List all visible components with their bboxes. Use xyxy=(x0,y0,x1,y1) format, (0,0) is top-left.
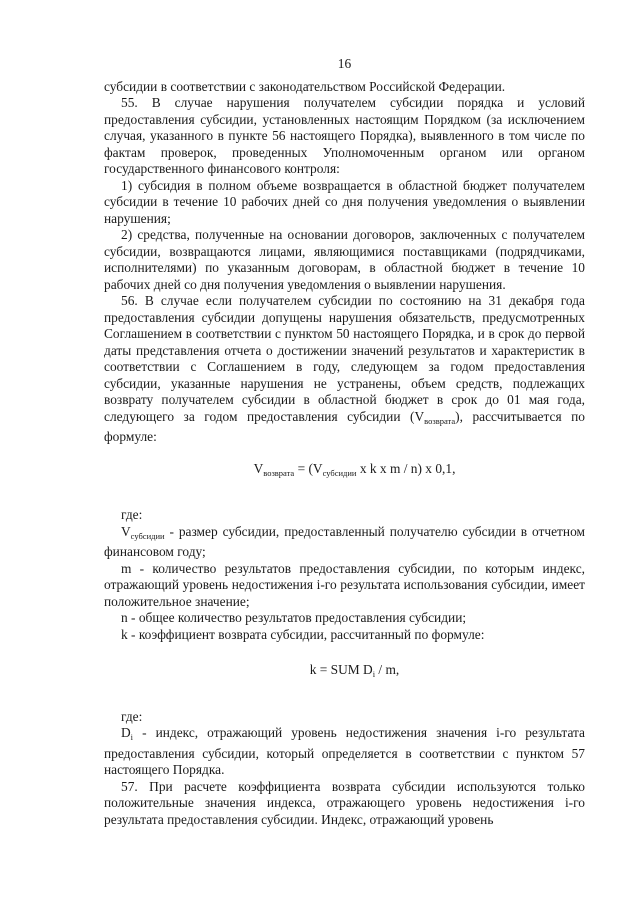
def-v-text: - размер субсидии, предоставленный получателю субсидии в отчетном финансовом году; xyxy=(104,523,585,559)
formula2-rest: / m, xyxy=(375,662,400,677)
paragraph-56 xyxy=(104,293,585,446)
where-label-2: где: xyxy=(121,708,143,724)
formula-return-volume xyxy=(104,461,585,482)
paragraph-55-item-1: 1) субсидия в полном объеме возвращается в областной бюджет получателем субсидии в течение 10 рабочих дней со дня получения уведомления о выявлении нарушения; xyxy=(104,177,585,226)
def-d-sub: i xyxy=(130,732,134,742)
definition-k: k - коэффициент возврата субсидии, рассчитанный по формуле: xyxy=(121,626,485,642)
formula2-main: k = SUM D xyxy=(309,662,373,677)
formula1-v: V xyxy=(253,460,264,476)
paragraph-56-tail: ), рассчитывается по формуле: xyxy=(104,408,586,444)
definition-v-subsidy xyxy=(104,524,585,561)
definition-n: n - общее количество результатов предоставления субсидии; xyxy=(121,610,467,625)
continuation-paragraph: субсидии в соответствии с законодательством Российской Федерации. xyxy=(104,78,506,94)
def-d-symbol: D xyxy=(121,725,131,740)
paragraph-56-text: 56. В случае если получателем субсидии по состоянию на 31 декабря года предоставления субсидии допущены нарушения обязательств, предусмотренных Соглашением в соответствии с пунктом 50 настоящего Порядка, и в срок до первой даты представления отчета о достижении значений результатов и характеристик в соответствии с Соглашением в году, следующем за годом предоставления субсидии, указанные нарушения не устранены, объем средств, подлежащих возврату получателем субсидии в областной бюджет в срок до 01 мая года, следующего за годом предоставления субсидии (V xyxy=(104,293,585,424)
formula1-rest: x k x m / n) x 0,1, xyxy=(356,460,456,476)
formula2-sub: i xyxy=(372,669,376,679)
paragraph-55: 55. В случае нарушения получателем субсидии порядка и условий предоставления субсидии, установленных настоящим Порядком (за исключением случая, указанного в пункте 56 настоящего Порядка), выявленного в том числе по фактам проверок, проведенных Уполномоченным органом или органом государственного финансового контроля: xyxy=(104,95,585,176)
formula-return-coefficient xyxy=(104,662,585,683)
where-label-1: где: xyxy=(121,507,143,522)
formula1-s-sub: субсидии xyxy=(322,467,357,478)
def-d-text: - индекс, отражающий уровень недостижения значения i-го результата предоставления субсидии, который определяется в соответствии с пунктом 57 настоящего Порядка. xyxy=(104,725,585,777)
paragraph-57: 57. При расчете коэффициента возврата субсидии используются только положительные значения индекса, отражающего уровень недостижения i-го результата предоставления субсидии. Индекс, отражающий уровень xyxy=(104,778,585,827)
definition-d-index xyxy=(104,725,585,779)
paragraph-56-subscript: возврата xyxy=(424,415,456,426)
def-v-symbol: V xyxy=(121,523,131,539)
page-number: 16 xyxy=(337,56,352,71)
definition-m: m - количество результатов предоставления субсидии, по которым индекс, отражающий уровень недостижения i-го результата использования субсидии, имеет положительное значение; xyxy=(104,560,585,609)
formula1-eq: = (V xyxy=(294,460,323,476)
document-page xyxy=(104,56,585,828)
paragraph-55-item-2: 2) средства, полученные на основании договоров, заключенных с получателем субсидии, возвращаются лицами, являющимися поставщиками (подрядчиками, исполнителями) по указанным договорам, в областной бюджет в течение 10 рабочих дней со дня получения уведомления о выявлении нарушения. xyxy=(104,227,585,292)
def-v-sub: субсидии xyxy=(130,530,165,541)
formula1-v-sub: возврата xyxy=(263,467,295,478)
